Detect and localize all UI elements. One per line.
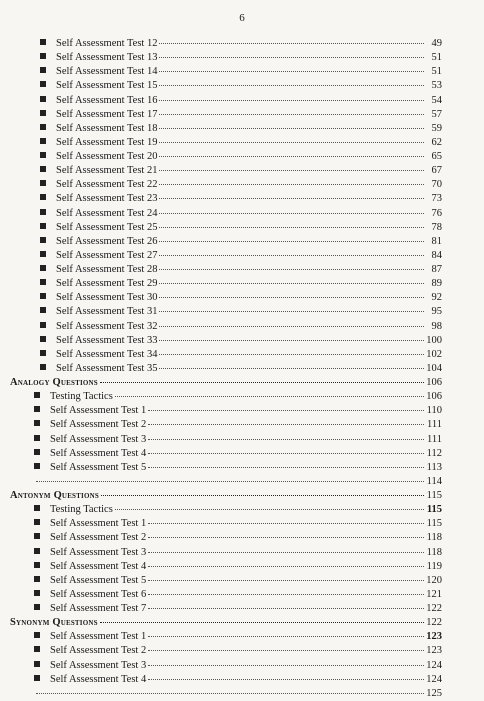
bullet-icon: [34, 519, 40, 525]
toc-page-number: 111: [427, 419, 442, 431]
dot-leader: [148, 467, 424, 468]
toc-page-number: 106: [426, 391, 442, 403]
toc-entry-label: Self Assessment Test 20: [56, 151, 158, 162]
dot-leader: [159, 100, 424, 101]
toc-entry-label: Self Assessment Test 22: [56, 179, 158, 191]
toc-page-number: 124: [426, 673, 442, 685]
toc-entry: [10, 178, 442, 192]
toc-page-number: 98: [431, 320, 442, 332]
toc-entry-label: Self Assessment Test 26: [56, 235, 158, 247]
toc-page-number: 65: [431, 151, 442, 162]
toc-entry-label: Self Assessment Test 34: [56, 348, 158, 360]
toc-entry: [10, 461, 442, 475]
toc-entry: [10, 687, 442, 701]
dot-leader: [159, 71, 424, 72]
toc-page-number: 115: [426, 504, 442, 516]
toc-entry: [10, 320, 442, 334]
bullet-icon: [40, 279, 46, 285]
toc-entry-label: Testing Tactics: [50, 391, 113, 403]
bullet-icon: [40, 293, 46, 299]
toc-entry-label: Self Assessment Test 19: [56, 136, 158, 148]
dot-leader: [159, 213, 424, 214]
dot-leader: [36, 693, 424, 694]
toc-page-number: 104: [426, 362, 442, 374]
toc-page-number: 120: [426, 574, 442, 586]
toc-page-number: 54: [431, 94, 442, 106]
bullet-icon: [40, 180, 46, 186]
dot-leader: [100, 382, 424, 383]
toc-entry-label: Self Assessment Test 15: [56, 80, 158, 92]
toc-entry-label: Self Assessment Test 4: [50, 560, 147, 572]
dot-leader: [159, 241, 424, 242]
dot-leader: [115, 396, 424, 397]
toc-entry: [10, 475, 442, 489]
toc-entry: [10, 136, 442, 150]
toc-page-number: 102: [426, 348, 442, 360]
toc-page-number: 125: [426, 687, 442, 699]
toc-page-number: 122: [426, 603, 442, 614]
toc-entry: [10, 79, 442, 93]
toc-entry: [10, 574, 442, 588]
bullet-icon: [34, 533, 40, 539]
toc-section-heading: [10, 489, 442, 503]
toc-page-number: 123: [426, 631, 442, 643]
bullet-icon: [34, 392, 40, 398]
dot-leader: [159, 269, 424, 270]
dot-leader: [36, 481, 424, 482]
toc-entry-label: Self Assessment Test 32: [56, 320, 158, 332]
bullet-icon: [40, 223, 46, 229]
bullet-icon: [40, 251, 46, 257]
toc-page-number: 118: [426, 532, 442, 544]
toc-entry: [10, 277, 442, 291]
toc-page-number: 70: [431, 179, 442, 191]
toc-page-number: 84: [431, 249, 442, 261]
toc-entry-label: Self Assessment Test 4: [50, 447, 147, 459]
toc-entry-label: Self Assessment Test 21: [56, 165, 158, 177]
toc-page-number: 92: [431, 292, 442, 304]
bullet-icon: [34, 590, 40, 596]
toc-entry: [10, 221, 442, 235]
bullet-icon: [34, 562, 40, 568]
toc-entry: [10, 37, 442, 51]
toc-page-number: 51: [431, 66, 442, 78]
dot-leader: [148, 566, 424, 567]
dot-leader: [159, 43, 424, 44]
toc-page-number: 76: [431, 207, 442, 219]
toc-entry-label: Self Assessment Test 35: [56, 362, 158, 374]
toc-entry-label: Testing Tactics: [50, 504, 113, 516]
toc-entry-label: Self Assessment Test 1: [50, 518, 147, 530]
toc-entry-label: Analogy Questions: [10, 377, 98, 388]
toc-entry-label: Synonym Questions: [10, 617, 98, 629]
toc-entry: [10, 404, 442, 418]
toc-page-number: 53: [431, 80, 442, 92]
toc-page-number: 124: [426, 659, 442, 671]
dot-leader: [148, 410, 424, 411]
dot-leader: [159, 57, 424, 58]
toc-entry: [10, 546, 442, 560]
bullet-icon: [34, 449, 40, 455]
bullet-icon: [40, 237, 46, 243]
toc-page-number: 62: [431, 136, 442, 148]
dot-leader: [115, 509, 424, 510]
toc-entry-label: Self Assessment Test 5: [50, 574, 147, 586]
dot-leader: [148, 650, 424, 651]
toc-entry-label: Self Assessment Test 12: [56, 38, 158, 49]
toc-entry: [10, 122, 442, 136]
bullet-icon: [40, 350, 46, 356]
dot-leader: [159, 368, 424, 369]
toc-section-heading: [10, 376, 442, 390]
toc-page-number: 51: [431, 52, 442, 64]
toc-entry: [10, 560, 442, 574]
bullet-icon: [34, 420, 40, 426]
bullet-icon: [34, 505, 40, 511]
toc-entry: [10, 673, 442, 687]
toc-entry-label: Self Assessment Test 3: [50, 659, 147, 671]
toc-entry-label: Self Assessment Test 3: [50, 546, 147, 558]
bullet-icon: [34, 604, 40, 610]
toc-entry-label: Self Assessment Test 28: [56, 264, 158, 275]
toc-entry-label: Self Assessment Test 18: [56, 122, 158, 134]
toc-entry: [10, 362, 442, 376]
toc-entry: [10, 659, 442, 673]
toc-entry: [10, 291, 442, 305]
bullet-icon: [40, 124, 46, 130]
toc-entry: [10, 418, 442, 432]
bullet-icon: [40, 336, 46, 342]
dot-leader: [159, 227, 424, 228]
toc-page-number: 115: [426, 518, 442, 530]
toc-entry-label: Self Assessment Test 2: [50, 645, 147, 657]
bullet-icon: [40, 364, 46, 370]
bullet-icon: [34, 435, 40, 441]
toc-entry-label: Self Assessment Test 30: [56, 292, 158, 304]
bullet-icon: [40, 322, 46, 328]
toc-entry: [10, 447, 442, 461]
toc-entry: [10, 630, 442, 644]
toc-page-number: 121: [426, 588, 442, 600]
toc-entry-label: Self Assessment Test 2: [50, 419, 147, 431]
dot-leader: [159, 354, 424, 355]
toc-entry: [10, 150, 442, 164]
bullet-icon: [40, 265, 46, 271]
toc-entry: [10, 602, 442, 616]
toc-entry-label: Self Assessment Test 14: [56, 66, 158, 78]
toc-entry: [10, 503, 442, 517]
toc-page-number: 81: [431, 235, 442, 247]
bullet-icon: [40, 39, 46, 45]
toc-page-number: 111: [427, 433, 442, 445]
toc-page-number: 100: [426, 334, 442, 346]
bullet-icon: [34, 646, 40, 652]
bullet-icon: [40, 307, 46, 313]
toc-page-number: 113: [426, 461, 442, 473]
bullet-icon: [34, 675, 40, 681]
dot-leader: [148, 424, 424, 425]
dot-leader: [159, 311, 424, 312]
toc-page-number: 59: [431, 122, 442, 134]
toc-entry: [10, 235, 442, 249]
toc-page-number: 106: [426, 377, 442, 388]
toc-entry-label: Self Assessment Test 31: [56, 306, 158, 318]
toc-entry-label: Self Assessment Test 13: [56, 52, 158, 64]
dot-leader: [159, 326, 424, 327]
bullet-icon: [34, 632, 40, 638]
toc-entry: [10, 517, 442, 531]
bullet-icon: [34, 548, 40, 554]
toc-entry-label: Self Assessment Test 5: [50, 461, 147, 473]
bullet-icon: [40, 110, 46, 116]
dot-leader: [159, 142, 424, 143]
page-number: 6: [239, 12, 245, 24]
dot-leader: [159, 85, 424, 86]
dot-leader: [148, 552, 424, 553]
dot-leader: [159, 170, 424, 171]
toc-entry-label: Self Assessment Test 4: [50, 673, 147, 685]
dot-leader: [148, 665, 424, 666]
toc-entry: [10, 65, 442, 79]
toc-entry: [10, 94, 442, 108]
dot-leader: [159, 114, 424, 115]
toc-entry-label: Self Assessment Test 16: [56, 94, 158, 106]
toc-page-number: 112: [426, 447, 442, 459]
dot-leader: [148, 453, 424, 454]
toc-page-number: 67: [431, 165, 442, 177]
bullet-icon: [40, 194, 46, 200]
bullet-icon: [40, 166, 46, 172]
bullet-icon: [40, 67, 46, 73]
toc-entry-label: Self Assessment Test 27: [56, 249, 158, 261]
dot-leader: [159, 198, 424, 199]
bullet-icon: [40, 209, 46, 215]
dot-leader: [159, 255, 424, 256]
toc-page-number: 89: [431, 278, 442, 290]
toc-page-number: 122: [426, 617, 442, 629]
toc-entry: [10, 433, 442, 447]
toc-entry: [10, 51, 442, 65]
toc-entry: [10, 207, 442, 221]
toc-page-number: 95: [431, 306, 442, 318]
toc-page-number: 87: [431, 264, 442, 275]
toc-entry: [10, 588, 442, 602]
dot-leader: [100, 622, 424, 623]
bullet-icon: [40, 81, 46, 87]
toc-entry-label: Self Assessment Test 33: [56, 334, 158, 346]
toc-entry: [10, 348, 442, 362]
toc-entry-label: Self Assessment Test 6: [50, 588, 147, 600]
table-of-contents: [10, 37, 442, 701]
dot-leader: [148, 608, 424, 609]
toc-page-number: 123: [426, 645, 442, 657]
dot-leader: [148, 636, 424, 637]
toc-entry-label: Self Assessment Test 1: [50, 405, 147, 417]
bullet-icon: [34, 463, 40, 469]
toc-entry: [10, 531, 442, 545]
dot-leader: [159, 156, 424, 157]
bullet-icon: [40, 53, 46, 59]
bullet-icon: [40, 96, 46, 102]
toc-entry-label: Self Assessment Test 2: [50, 532, 147, 544]
toc-page-number: 49: [431, 38, 442, 49]
toc-entry: [10, 644, 442, 658]
toc-page-number: 119: [426, 560, 442, 572]
dot-leader: [148, 523, 424, 524]
dot-leader: [159, 128, 424, 129]
dot-leader: [159, 340, 424, 341]
toc-entry-label: Self Assessment Test 1: [50, 631, 147, 643]
toc-page-number: 73: [431, 193, 442, 205]
toc-page-number: 115: [426, 490, 442, 501]
dot-leader: [159, 184, 424, 185]
bullet-icon: [34, 406, 40, 412]
toc-page-number: 78: [431, 221, 442, 233]
bullet-icon: [34, 661, 40, 667]
dot-leader: [148, 537, 424, 538]
dot-leader: [148, 439, 424, 440]
dot-leader: [148, 594, 424, 595]
toc-entry: [10, 263, 442, 277]
bullet-icon: [34, 576, 40, 582]
toc-entry: [10, 390, 442, 404]
toc-entry-label: Antonym Questions: [10, 490, 99, 501]
dot-leader: [148, 580, 424, 581]
bullet-icon: [40, 138, 46, 144]
toc-entry: [10, 305, 442, 319]
toc-page-number: 110: [426, 405, 442, 417]
dot-leader: [159, 297, 424, 298]
toc-entry: [10, 249, 442, 263]
toc-section-heading: [10, 616, 442, 630]
toc-entry: [10, 192, 442, 206]
toc-entry-label: Self Assessment Test 24: [56, 207, 158, 219]
toc-entry-label: Self Assessment Test 17: [56, 108, 158, 120]
bullet-icon: [40, 152, 46, 158]
toc-entry: [10, 108, 442, 122]
toc-entry-label: Self Assessment Test 25: [56, 221, 158, 233]
toc-entry-label: Self Assessment Test 3: [50, 433, 147, 445]
toc-entry: [10, 334, 442, 348]
dot-leader: [159, 283, 424, 284]
toc-entry-label: Self Assessment Test 29: [56, 278, 158, 290]
toc-entry-label: Self Assessment Test 23: [56, 193, 158, 205]
toc-entry-label: Self Assessment Test 7: [50, 603, 147, 614]
toc-page-number: 57: [431, 108, 442, 120]
toc-page-number: 114: [426, 475, 442, 487]
toc-page-number: 118: [426, 546, 442, 558]
toc-entry: [10, 164, 442, 178]
dot-leader: [148, 679, 424, 680]
dot-leader: [101, 495, 424, 496]
